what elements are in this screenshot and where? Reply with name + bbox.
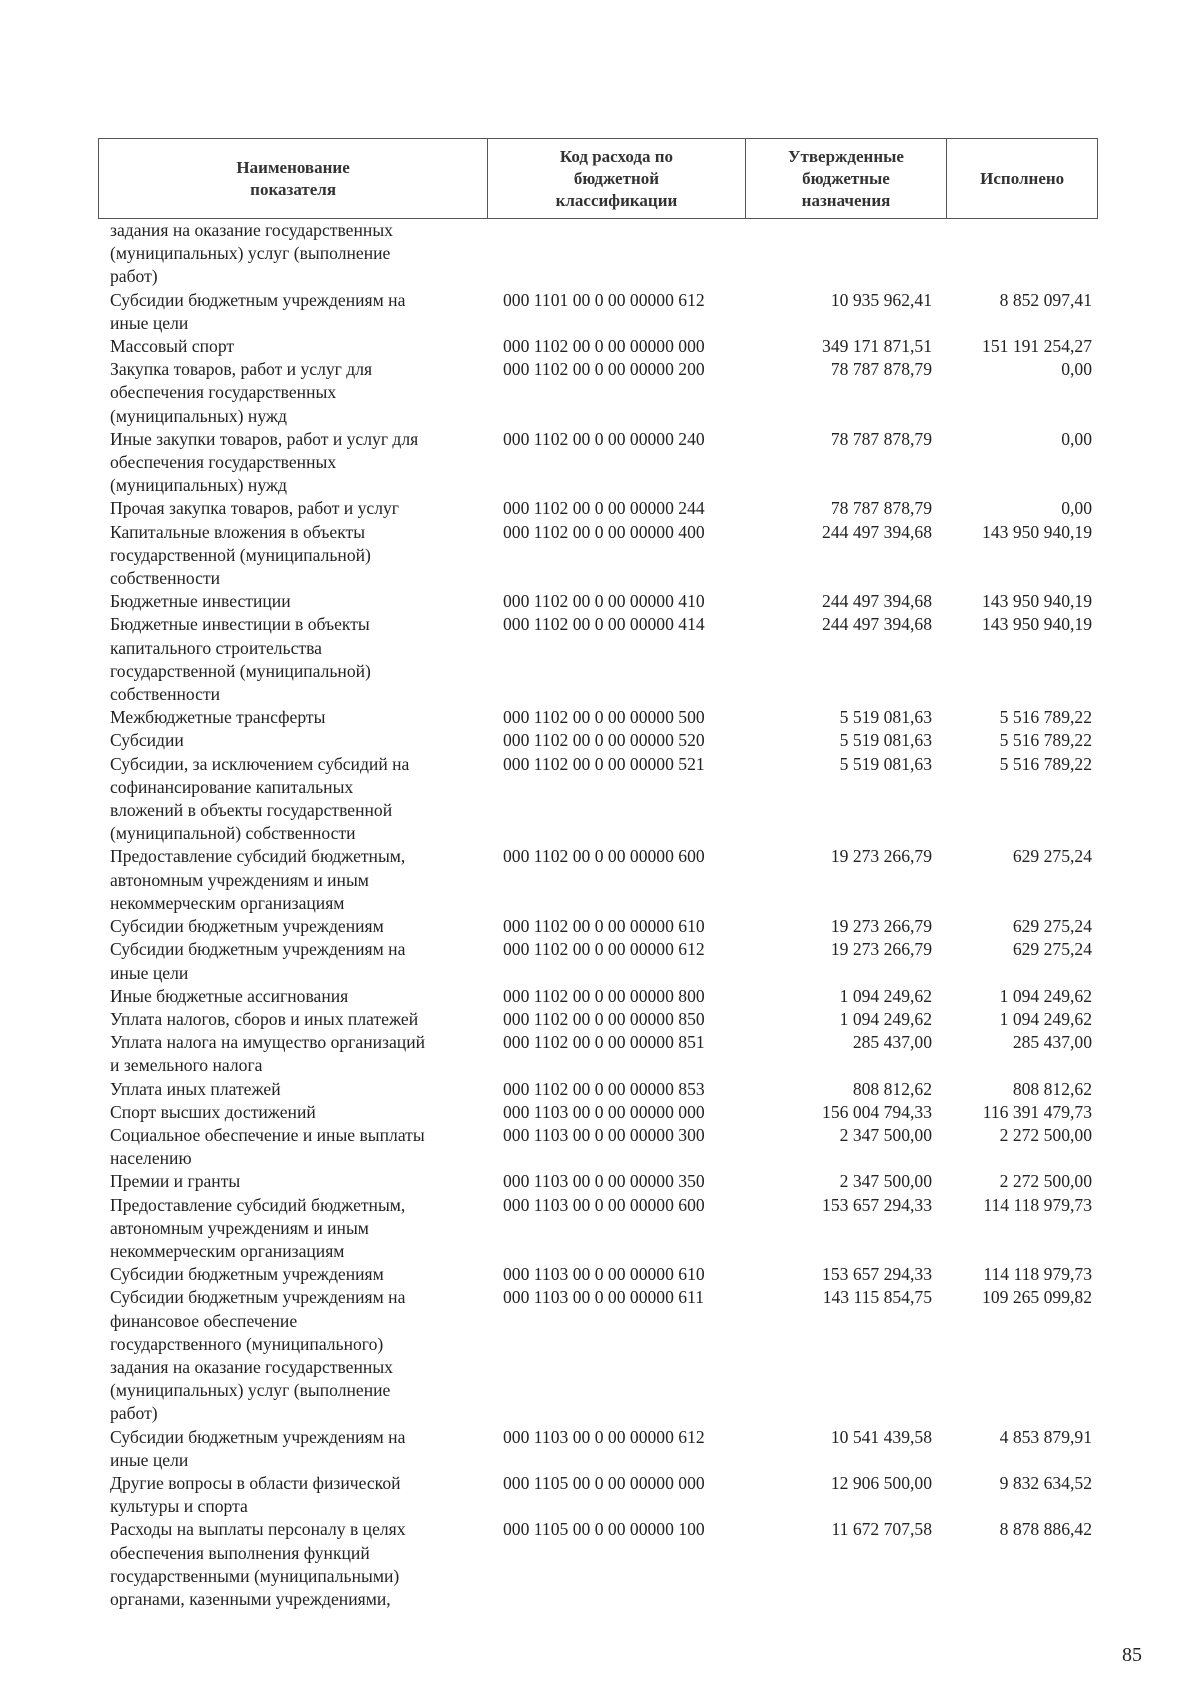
table-row (98, 428, 1108, 498)
row-approved: 19 273 266,79 (830, 939, 932, 960)
row-executed: 1 094 249,62 (999, 1008, 1092, 1029)
row-name: Иные закупки товаров, работ и услуг для обеспечения государственных (муниципальных) нужд (110, 428, 419, 496)
table-row (98, 938, 1108, 984)
row-approved: 78 787 878,79 (830, 359, 932, 380)
row-name: Уплата налога на имущество организаций и земельного налога (110, 1032, 426, 1076)
table-row (98, 753, 1108, 846)
row-approved: 10 935 962,41 (830, 289, 932, 310)
row-approved: 11 672 707,58 (831, 1519, 932, 1540)
table-row (98, 1031, 1108, 1077)
table-row (98, 358, 1108, 428)
row-code: 000 1102 00 0 00 00000 520 (503, 730, 705, 751)
table-row (98, 845, 1108, 915)
row-approved: 244 497 394,68 (822, 614, 932, 635)
row-name: Субсидии бюджетным учреждениям на иные цели (110, 939, 406, 983)
row-name: Межбюджетные трансферты (110, 707, 326, 728)
row-approved: 5 519 081,63 (839, 753, 932, 774)
row-executed: 9 832 634,52 (999, 1472, 1092, 1493)
row-code: 000 1102 00 0 00 00000 410 (503, 591, 705, 612)
table-body (98, 219, 1108, 1611)
table-row (98, 613, 1108, 706)
row-approved: 808 812,62 (852, 1078, 932, 1099)
row-approved: 1 094 249,62 (839, 985, 932, 1006)
row-name: Бюджетные инвестиции (110, 591, 291, 612)
table-row (98, 1008, 1108, 1031)
table-row (98, 497, 1108, 520)
row-name: Прочая закупка товаров, работ и услуг (110, 498, 400, 519)
row-approved: 5 519 081,63 (839, 730, 932, 751)
row-code: 000 1101 00 0 00 00000 612 (503, 289, 705, 310)
row-name: Субсидии бюджетным учреждениям на финансовое обеспечение государственного (муниципального) задания на оказание государственных (муниципальных) услуг (выполнение работ) (110, 1287, 406, 1424)
row-code: 000 1102 00 0 00 00000 240 (503, 428, 705, 449)
row-executed: 0,00 (1061, 359, 1092, 380)
row-executed (938, 219, 1098, 289)
row-code: 000 1103 00 0 00 00000 610 (503, 1264, 705, 1285)
row-name: Другие вопросы в области физической культуры и спорта (110, 1472, 401, 1517)
row-name: Премии и гранты (110, 1171, 241, 1192)
row-name: Уплата иных платежей (110, 1078, 281, 1099)
row-name: Предоставление субсидий бюджетным, автономным учреждениям и иным некоммерческим организациям (110, 1194, 406, 1261)
row-executed: 116 391 479,73 (982, 1101, 1092, 1122)
table-row (98, 521, 1108, 591)
header-name: Наименование показателя (99, 139, 488, 218)
row-approved: 244 497 394,68 (822, 591, 932, 612)
row-executed: 629 275,24 (1012, 939, 1092, 960)
row-approved: 143 115 854,75 (822, 1287, 932, 1308)
row-code: 000 1102 00 0 00 00000 521 (503, 753, 705, 774)
table-row (98, 1286, 1108, 1425)
row-name: Расходы на выплаты персоналу в целях обеспечения выполнения функций государственными (муниципальными) органами, казенными учреждениями, (110, 1519, 406, 1609)
table-row (98, 1101, 1108, 1124)
row-approved: 153 657 294,33 (822, 1194, 932, 1215)
row-approved: 78 787 878,79 (830, 428, 932, 449)
row-executed: 0,00 (1061, 428, 1092, 449)
row-approved: 153 657 294,33 (822, 1264, 932, 1285)
row-code: 000 1103 00 0 00 00000 000 (503, 1101, 705, 1122)
row-approved: 5 519 081,63 (839, 707, 932, 728)
row-code: 000 1105 00 0 00 00000 100 (503, 1519, 705, 1540)
row-executed: 8 852 097,41 (999, 289, 1092, 310)
row-executed: 808 812,62 (1012, 1078, 1092, 1099)
table-row (98, 590, 1108, 613)
header-executed: Исполнено (980, 168, 1065, 188)
row-code: 000 1102 00 0 00 00000 244 (503, 498, 705, 519)
row-code: 000 1103 00 0 00 00000 612 (503, 1426, 705, 1447)
row-executed: 5 516 789,22 (999, 753, 1092, 774)
row-code: 000 1102 00 0 00 00000 610 (503, 916, 705, 937)
table-row (98, 1426, 1108, 1472)
table-row (98, 985, 1108, 1008)
row-executed: 2 272 500,00 (999, 1124, 1092, 1145)
row-approved: 19 273 266,79 (830, 916, 932, 937)
row-name: Массовый спорт (110, 336, 235, 357)
table-row (98, 915, 1108, 938)
row-name: Социальное обеспечение и иные выплаты населению (110, 1124, 425, 1169)
row-name: задания на оказание государственных (муниципальных) услуг (выполнение работ) (110, 220, 393, 287)
row-name: Субсидии бюджетным учреждениям (110, 916, 384, 937)
row-code: 000 1103 00 0 00 00000 300 (503, 1124, 705, 1145)
row-executed: 143 950 940,19 (982, 591, 1092, 612)
row-code: 000 1102 00 0 00 00000 200 (503, 359, 705, 380)
table-header (98, 138, 1098, 219)
row-code: 000 1102 00 0 00 00000 800 (503, 985, 705, 1006)
table-row (98, 219, 1108, 289)
row-approved: 10 541 439,58 (830, 1426, 932, 1447)
row-executed: 5 516 789,22 (999, 730, 1092, 751)
page-number: 85 (1122, 1644, 1142, 1666)
row-code: 000 1103 00 0 00 00000 600 (503, 1194, 705, 1215)
row-code: 000 1105 00 0 00 00000 000 (503, 1472, 705, 1493)
row-code: 000 1102 00 0 00 00000 000 (503, 336, 705, 357)
table-row (98, 1472, 1108, 1518)
row-name: Предоставление субсидий бюджетным, автономным учреждениям и иным некоммерческим организациям (110, 846, 406, 913)
row-executed: 151 191 254,27 (982, 336, 1092, 357)
row-approved: 156 004 794,33 (822, 1101, 932, 1122)
row-approved: 12 906 500,00 (830, 1472, 932, 1493)
row-executed: 285 437,00 (1012, 1032, 1092, 1053)
row-code: 000 1102 00 0 00 00000 853 (503, 1078, 705, 1099)
row-name: Субсидии бюджетным учреждениям (110, 1264, 384, 1285)
table-row (98, 1194, 1108, 1264)
row-name: Иные бюджетные ассигнования (110, 985, 349, 1006)
table-row (98, 1078, 1108, 1101)
row-executed: 1 094 249,62 (999, 985, 1092, 1006)
row-approved: 349 171 871,51 (822, 336, 932, 357)
row-executed: 629 275,24 (1012, 846, 1092, 867)
row-executed: 114 118 979,73 (983, 1194, 1092, 1215)
row-executed: 109 265 099,82 (982, 1287, 1092, 1308)
row-name: Субсидии (110, 730, 184, 751)
row-code: 000 1102 00 0 00 00000 500 (503, 707, 705, 728)
row-code: 000 1102 00 0 00 00000 612 (503, 939, 705, 960)
row-approved: 2 347 500,00 (839, 1171, 932, 1192)
row-executed: 143 950 940,19 (982, 521, 1092, 542)
row-approved: 1 094 249,62 (839, 1008, 932, 1029)
row-code: 000 1102 00 0 00 00000 400 (503, 521, 705, 542)
row-executed: 629 275,24 (1012, 916, 1092, 937)
row-executed: 2 272 500,00 (999, 1171, 1092, 1192)
table-row (98, 706, 1108, 729)
row-executed: 0,00 (1061, 498, 1092, 519)
header-code: Код расхода по бюджетной классификации (488, 139, 745, 218)
row-code (493, 219, 738, 289)
row-name: Субсидии бюджетным учреждениям на иные цели (110, 289, 406, 333)
row-code: 000 1102 00 0 00 00000 851 (503, 1032, 705, 1053)
row-code: 000 1103 00 0 00 00000 350 (503, 1171, 705, 1192)
table-row (98, 1124, 1108, 1170)
row-name: Субсидии, за исключением субсидий на софинансирование капитальных вложений в объекты государственной (муниципальной) собственности (110, 753, 410, 844)
row-name: Субсидии бюджетным учреждениям на иные цели (110, 1426, 406, 1470)
table-row (98, 1170, 1108, 1193)
row-executed: 8 878 886,42 (999, 1519, 1092, 1540)
row-approved (738, 219, 938, 289)
table-row (98, 335, 1108, 358)
row-name: Уплата налогов, сборов и иных платежей (110, 1008, 419, 1029)
row-approved: 244 497 394,68 (822, 521, 932, 542)
table-row (98, 289, 1108, 335)
row-executed: 114 118 979,73 (983, 1264, 1092, 1285)
row-code: 000 1102 00 0 00 00000 414 (503, 614, 705, 635)
row-name: Бюджетные инвестиции в объекты капитального строительства государственной (муниципальной) собственности (110, 614, 371, 705)
row-executed: 4 853 879,91 (999, 1426, 1092, 1447)
row-code: 000 1102 00 0 00 00000 850 (503, 1008, 705, 1029)
row-name: Спорт высших достижений (110, 1101, 316, 1122)
row-approved: 285 437,00 (852, 1032, 932, 1053)
row-executed: 5 516 789,22 (999, 707, 1092, 728)
row-code: 000 1102 00 0 00 00000 600 (503, 846, 705, 867)
table-row (98, 1263, 1108, 1286)
table-row (98, 729, 1108, 752)
header-approved: Утвержденные бюджетные назначения (746, 139, 948, 218)
row-approved: 19 273 266,79 (830, 846, 932, 867)
row-name: Капитальные вложения в объекты государственной (муниципальной) собственности (110, 521, 371, 589)
row-approved: 78 787 878,79 (830, 498, 932, 519)
row-executed: 143 950 940,19 (982, 614, 1092, 635)
row-approved: 2 347 500,00 (839, 1124, 932, 1145)
row-code: 000 1103 00 0 00 00000 611 (503, 1287, 705, 1308)
table-row (98, 1518, 1108, 1611)
row-name: Закупка товаров, работ и услуг для обеспечения государственных (муниципальных) нужд (110, 359, 373, 426)
